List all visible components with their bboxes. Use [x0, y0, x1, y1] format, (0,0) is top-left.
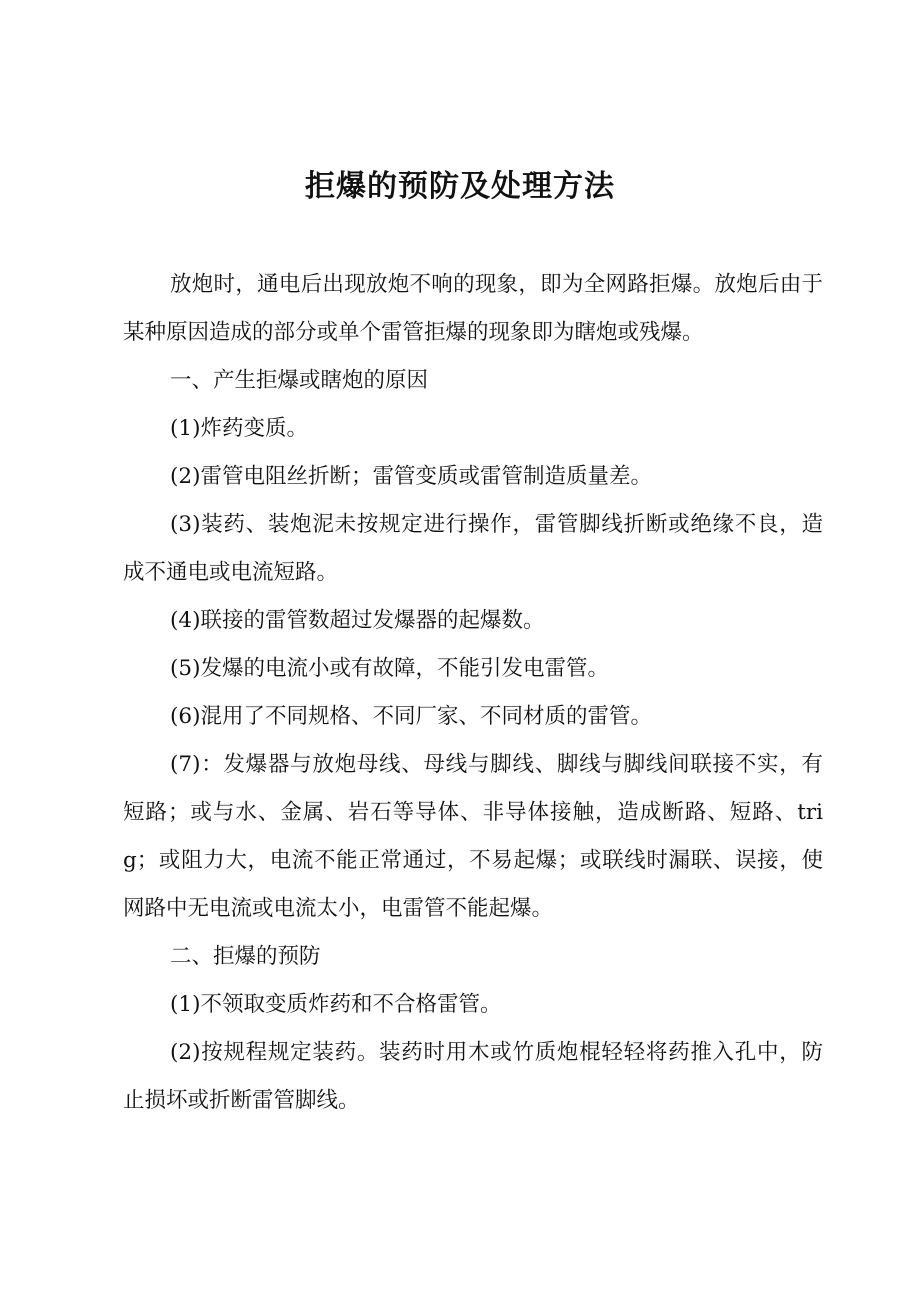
- cause-item-1: (1)炸药变质。: [170, 416, 308, 441]
- cause-item-4: (4)联接的雷管数超过发爆器的起爆数。: [170, 608, 545, 633]
- document-title: 拒爆的预防及处理方法: [305, 169, 615, 204]
- document-body: [123, 261, 823, 1125]
- prevention-item-2: (2)按规程规定装药。装药时用木或竹质炮棍轻轻将药推入孔中，防止损坏或折断雷管脚线。: [123, 1040, 823, 1113]
- intro-paragraph: 放炮时，通电后出现放炮不响的现象，即为全网路拒爆。放炮后由于某种原因造成的部分或单个雷管拒爆的现象即为瞎炮或残爆。: [123, 272, 823, 345]
- cause-item-7: (7)：发爆器与放炮母线、母线与脚线、脚线与脚线间联接不实，有短路；或与水、金属、岩石等导体、非导体接触，造成断路、短路、trig；或阻力大，电流不能正常通过，不易起爆；或联线时漏联、误接，使网路中无电流或电流太小，电雷管不能起爆。: [123, 752, 823, 921]
- cause-item-3: (3)装药、装炮泥未按规定进行操作，雷管脚线折断或绝缘不良，造成不通电或电流短路。: [123, 512, 823, 585]
- cause-item-2: (2)雷管电阻丝折断；雷管变质或雷管制造质量差。: [170, 464, 652, 489]
- cause-item-5: (5)发爆的电流小或有故障，不能引发电雷管。: [170, 656, 609, 681]
- cause-item-6: (6)混用了不同规格、不同厂家、不同材质的雷管。: [170, 704, 652, 729]
- section-heading-prevention: 二、拒爆的预防: [170, 944, 321, 969]
- prevention-item-1: (1)不领取变质炸药和不合格雷管。: [170, 992, 502, 1017]
- section-heading-causes: 一、产生拒爆或瞎炮的原因: [170, 368, 429, 393]
